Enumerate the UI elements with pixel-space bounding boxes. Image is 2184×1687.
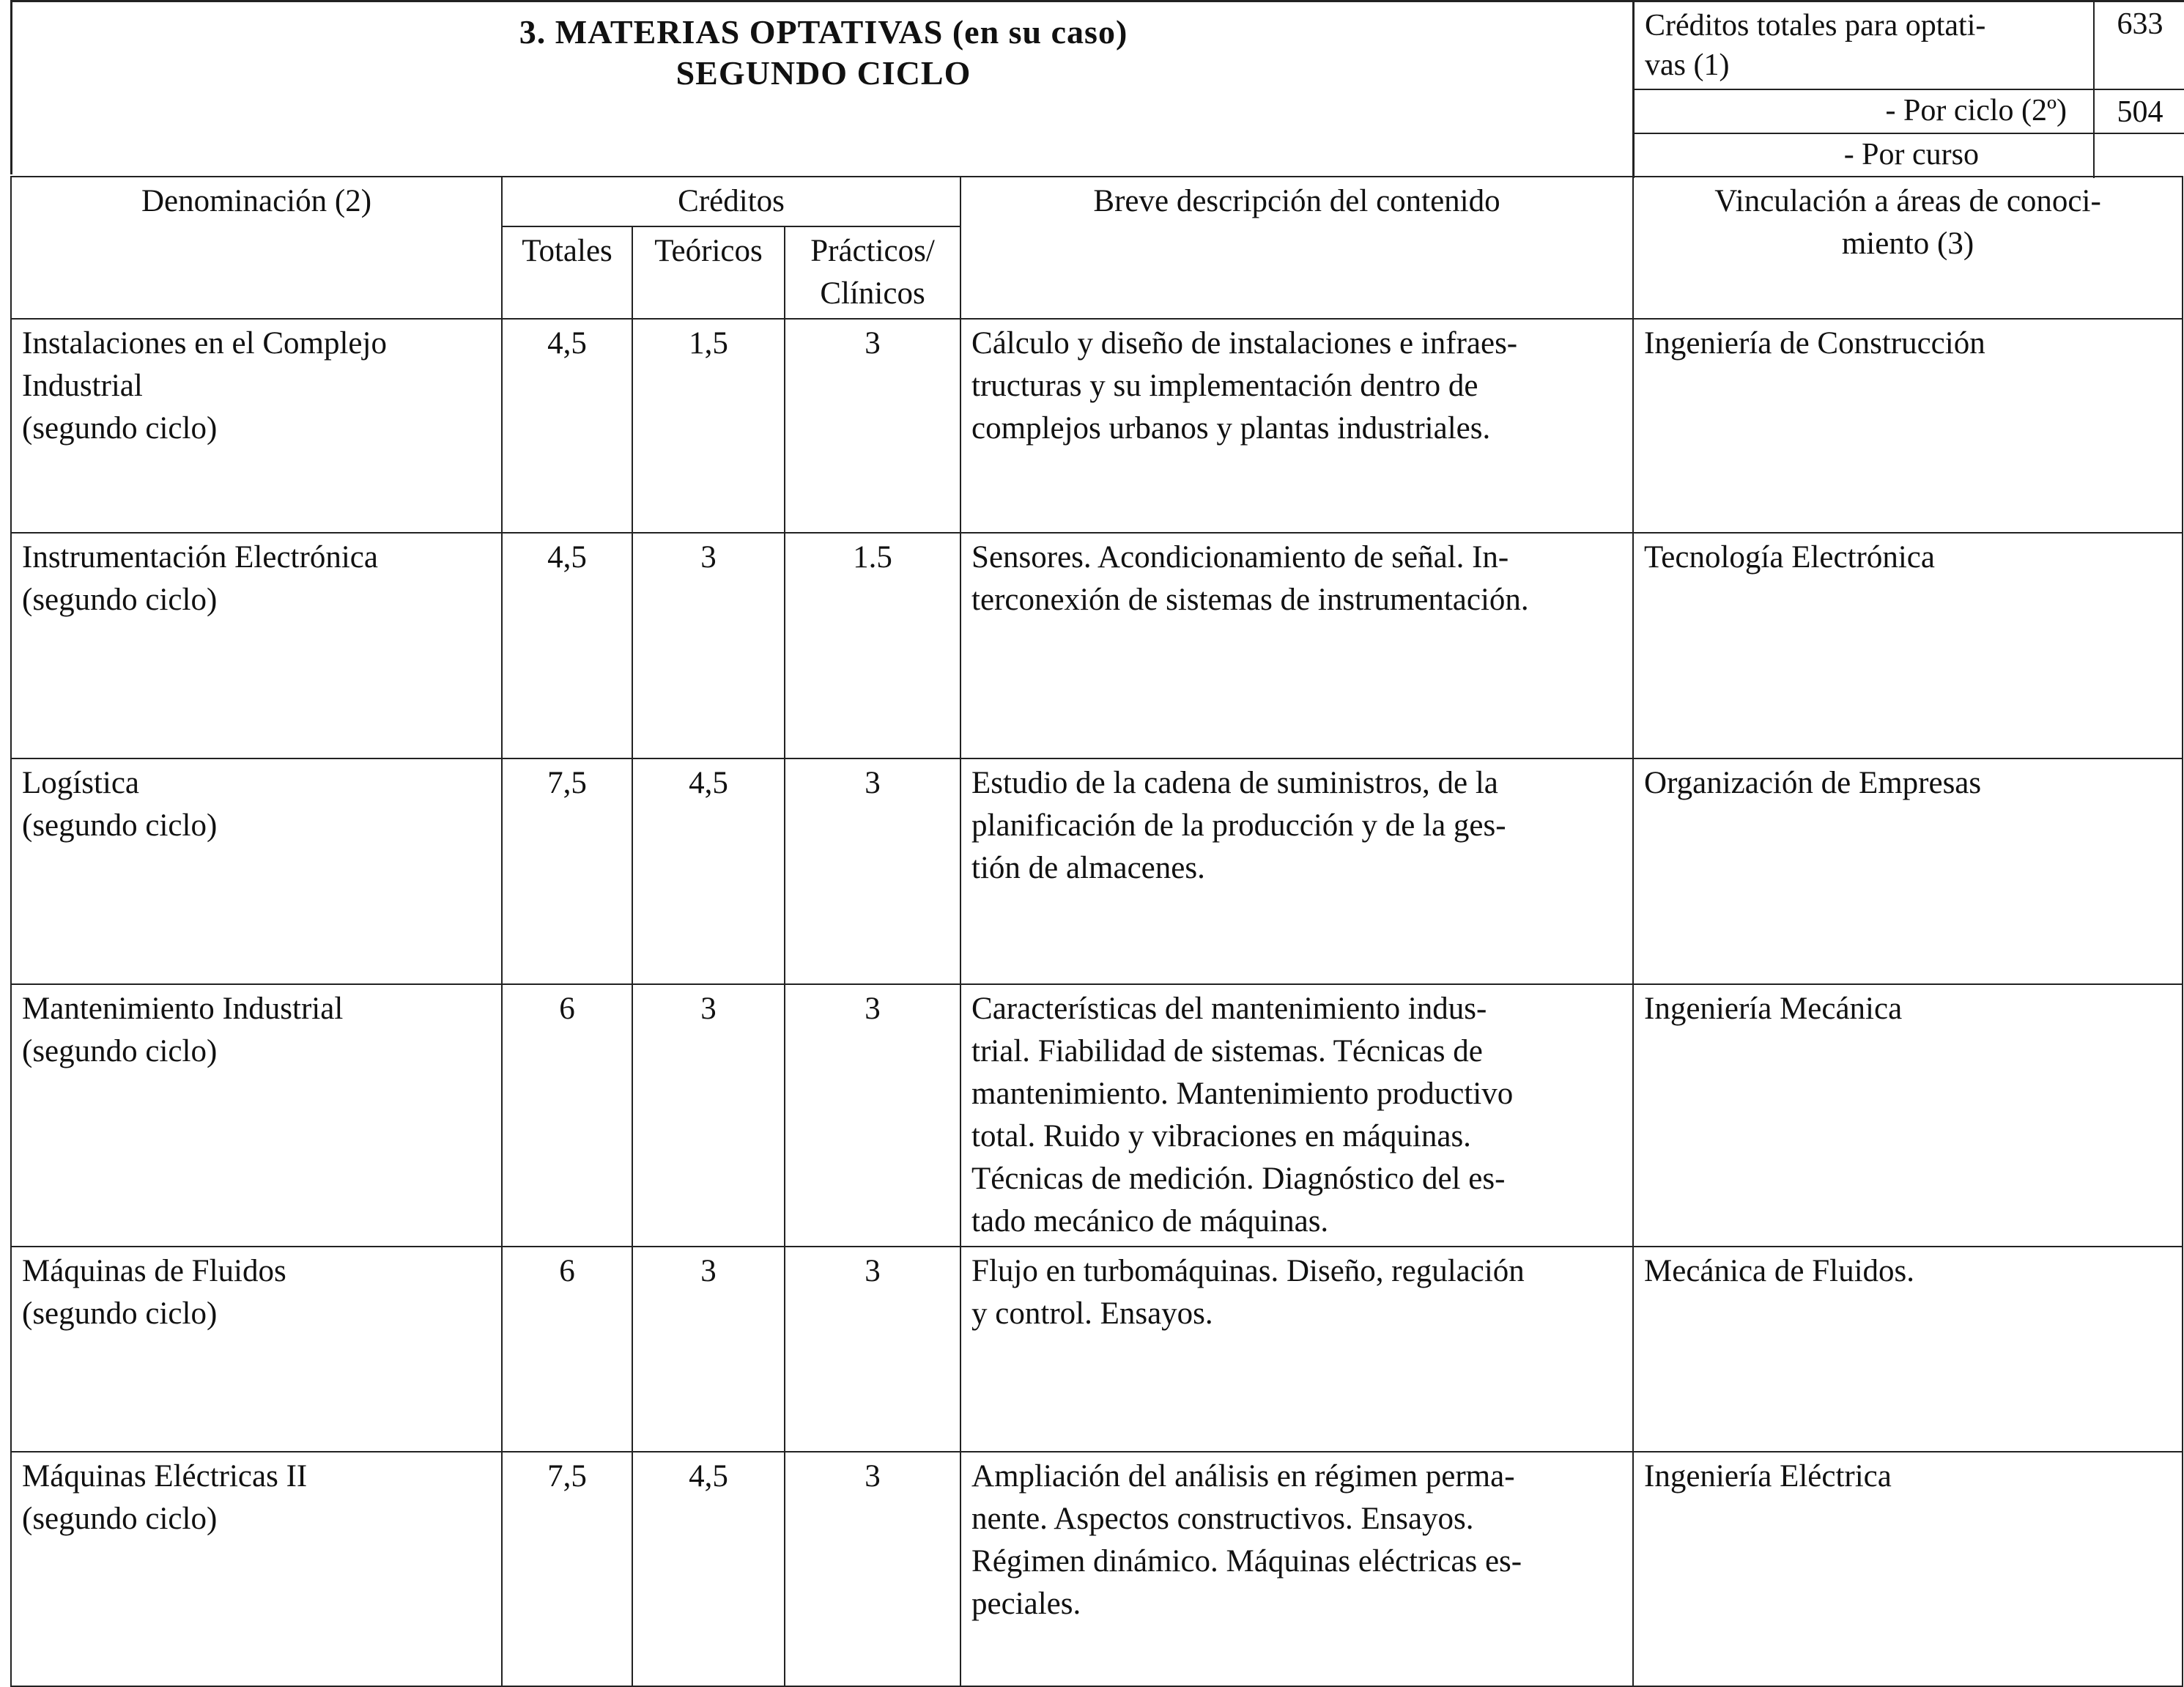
row-name-line: (segundo ciclo) bbox=[22, 1502, 218, 1536]
row-name-line: Industrial bbox=[22, 369, 143, 403]
credits-total-label-1: Créditos totales para optati- bbox=[1645, 9, 1986, 43]
row-teoricos: 1,5 bbox=[632, 319, 785, 533]
desc-line: trial. Fiabilidad de sistemas. Técnicas de bbox=[971, 1034, 1483, 1068]
row-totales: 7,5 bbox=[502, 1452, 632, 1686]
credits-ciclo-row bbox=[1635, 90, 2184, 134]
table-header-row-1 bbox=[11, 177, 2183, 226]
row-name-line: (segundo ciclo) bbox=[22, 583, 218, 617]
row-teoricos: 4,5 bbox=[632, 758, 785, 984]
row-description bbox=[960, 758, 1633, 984]
row-description bbox=[960, 984, 1633, 1247]
desc-line: Técnicas de medición. Diagnóstico del es- bbox=[971, 1162, 1506, 1196]
row-practicos: 1.5 bbox=[785, 533, 960, 758]
credits-total-label-2: vas (1) bbox=[1645, 48, 1730, 82]
row-name bbox=[11, 758, 502, 984]
row-teoricos: 3 bbox=[632, 1247, 785, 1452]
row-description bbox=[960, 1452, 1633, 1686]
col-header-teoricos: Teóricos bbox=[632, 226, 785, 319]
col-header-creditos: Créditos bbox=[502, 177, 960, 226]
desc-line: Estudio de la cadena de suministros, de la bbox=[971, 766, 1498, 800]
row-name bbox=[11, 1452, 502, 1686]
desc-line: Características del mantenimiento indus- bbox=[971, 992, 1487, 1026]
credits-total-value: 633 bbox=[2093, 2, 2184, 89]
row-name bbox=[11, 533, 502, 758]
practicos-line-2: Clínicos bbox=[820, 276, 925, 311]
credits-ciclo-value: 504 bbox=[2093, 90, 2184, 133]
practicos-line-1: Prácticos/ bbox=[810, 234, 935, 268]
col-header-practicos bbox=[785, 226, 960, 319]
credits-ciclo-label: - Por ciclo (2º) bbox=[1885, 94, 2067, 128]
row-name-line: (segundo ciclo) bbox=[22, 808, 218, 843]
desc-line: Flujo en turbomáquinas. Diseño, regulación bbox=[971, 1254, 1525, 1288]
row-practicos: 3 bbox=[785, 1247, 960, 1452]
credits-curso-label: - Por curso bbox=[1843, 138, 1979, 171]
row-area: Ingeniería Mecánica bbox=[1633, 984, 2183, 1247]
table-row bbox=[11, 984, 2183, 1247]
row-totales: 6 bbox=[502, 984, 632, 1247]
desc-line: planificación de la producción y de la ges- bbox=[971, 808, 1506, 843]
row-totales: 4,5 bbox=[502, 319, 632, 533]
vinculacion-line-2: miento (3) bbox=[1841, 226, 1974, 261]
row-totales: 4,5 bbox=[502, 533, 632, 758]
title-block bbox=[10, 0, 1635, 174]
desc-line: Sensores. Acondicionamiento de señal. In- bbox=[971, 540, 1509, 575]
page-subtitle: SEGUNDO CICLO bbox=[675, 54, 971, 92]
table-row bbox=[11, 533, 2183, 758]
desc-line: peciales. bbox=[971, 1587, 1081, 1621]
row-name bbox=[11, 1247, 502, 1452]
row-name bbox=[11, 984, 502, 1247]
desc-line: nente. Aspectos constructivos. Ensayos. bbox=[971, 1502, 1474, 1536]
table-row bbox=[11, 758, 2183, 984]
table-row bbox=[11, 1247, 2183, 1452]
col-header-vinculacion bbox=[1633, 177, 2183, 319]
row-teoricos: 4,5 bbox=[632, 1452, 785, 1686]
row-area: Ingeniería de Construcción bbox=[1633, 319, 2183, 533]
desc-line: y control. Ensayos. bbox=[971, 1296, 1213, 1331]
row-name bbox=[11, 319, 502, 533]
vinculacion-line-1: Vinculación a áreas de conoci- bbox=[1714, 184, 2101, 218]
page-title: 3. MATERIAS OPTATIVAS (en su caso) bbox=[519, 13, 1128, 51]
credits-curso-value bbox=[2093, 134, 2184, 178]
desc-line: terconexión de sistemas de instrumentación. bbox=[971, 583, 1529, 617]
col-header-totales: Totales bbox=[502, 226, 632, 319]
table-row bbox=[11, 319, 2183, 533]
row-name-line: Instrumentación Electrónica bbox=[22, 540, 378, 575]
desc-line: complejos urbanos y plantas industriales. bbox=[971, 411, 1491, 446]
row-name-line: Máquinas Eléctricas II bbox=[22, 1459, 308, 1494]
row-practicos: 3 bbox=[785, 1452, 960, 1686]
row-description bbox=[960, 319, 1633, 533]
desc-line: Cálculo y diseño de instalaciones e infraes- bbox=[971, 326, 1518, 361]
row-name-line: (segundo ciclo) bbox=[22, 411, 218, 446]
row-name-line: (segundo ciclo) bbox=[22, 1296, 218, 1331]
row-practicos: 3 bbox=[785, 758, 960, 984]
row-teoricos: 3 bbox=[632, 533, 785, 758]
row-area: Ingeniería Eléctrica bbox=[1633, 1452, 2183, 1686]
row-teoricos: 3 bbox=[632, 984, 785, 1247]
row-name-line: (segundo ciclo) bbox=[22, 1034, 218, 1068]
row-totales: 7,5 bbox=[502, 758, 632, 984]
row-totales: 6 bbox=[502, 1247, 632, 1452]
desc-line: Régimen dinámico. Máquinas eléctricas es- bbox=[971, 1544, 1522, 1579]
col-header-denominacion: Denominación (2) bbox=[11, 177, 502, 319]
row-practicos: 3 bbox=[785, 319, 960, 533]
row-area: Tecnología Electrónica bbox=[1633, 533, 2183, 758]
desc-line: tructuras y su implementación dentro de bbox=[971, 369, 1478, 403]
row-name-line: Instalaciones en el Complejo bbox=[22, 326, 387, 361]
col-header-descripcion: Breve descripción del contenido bbox=[960, 177, 1633, 319]
row-description bbox=[960, 533, 1633, 758]
desc-line: total. Ruido y vibraciones en máquinas. bbox=[971, 1119, 1471, 1153]
row-area: Organización de Empresas bbox=[1633, 758, 2183, 984]
row-name-line: Logística bbox=[22, 766, 140, 800]
desc-line: tión de almacenes. bbox=[971, 851, 1205, 885]
row-practicos: 3 bbox=[785, 984, 960, 1247]
row-area: Mecánica de Fluidos. bbox=[1633, 1247, 2183, 1452]
credits-curso-row bbox=[1635, 134, 2184, 178]
desc-line: Ampliación del análisis en régimen perma- bbox=[971, 1459, 1515, 1494]
row-name-line: Máquinas de Fluidos bbox=[22, 1254, 286, 1288]
row-description bbox=[960, 1247, 1633, 1452]
optativas-table bbox=[10, 176, 2183, 1687]
desc-line: mantenimiento. Mantenimiento productivo bbox=[971, 1077, 1514, 1111]
credits-total-row bbox=[1635, 2, 2184, 90]
row-name-line: Mantenimiento Industrial bbox=[22, 992, 344, 1026]
table-row bbox=[11, 1452, 2183, 1686]
desc-line: tado mecánico de máquinas. bbox=[971, 1204, 1329, 1239]
credits-summary-box bbox=[1632, 0, 2184, 178]
